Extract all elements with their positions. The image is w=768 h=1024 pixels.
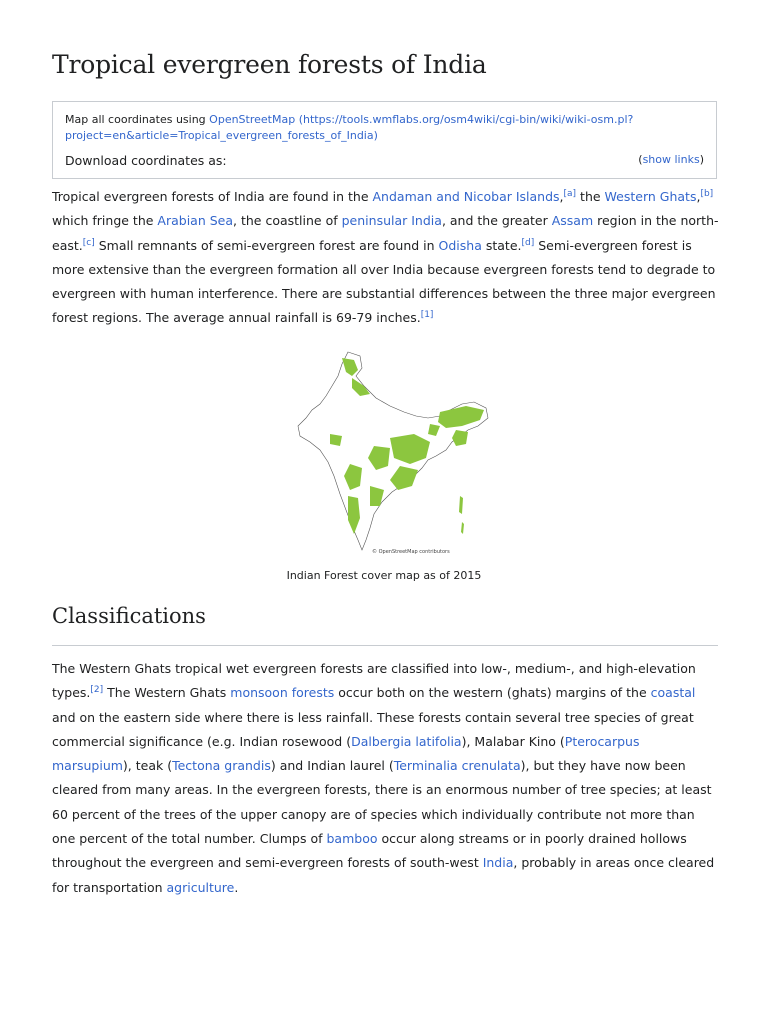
intro-paragraph: Tropical evergreen forests of India are found in the Andaman and Nicobar Islands,[a] the Western Ghats,[b] which fringe the Arabian Sea, the coastline of peninsular India, and the greater Assam region in the north-east.[c] Small remnants of semi-evergreen forest are found in Odisha state.[d] Semi-evergreen forest is more extensive than the evergreen formation all over India because evergreen forests tend to degrade to evergreen with human interference. There are substantial differences between the three major evergreen forest regions. The average annual rainfall is 69-79 inches.[1]	[52, 188, 719, 326]
dalbergia-link[interactable]: Dalbergia latifolia	[351, 733, 462, 749]
india-link[interactable]: India	[482, 855, 514, 871]
note-d-link[interactable]: [d]	[521, 237, 535, 248]
class-text-7: ) and Indian laurel (	[270, 758, 394, 774]
class-text-4: and on the eastern side where there is less rainfall. These forests contain several tree species of great commercial significance (e.g. Indian rosewood (	[52, 709, 694, 749]
classifications-heading: Classifications	[52, 604, 206, 628]
intro-text-5: , and the greater	[441, 213, 552, 229]
figure-caption: Indian Forest cover map as of 2015	[286, 569, 482, 582]
intro-text-8: state.	[481, 237, 522, 253]
class-text-11: .	[234, 879, 239, 895]
intro-text-4: , the coastline of	[233, 213, 342, 229]
intro-text-9: Semi-evergreen forest is more extensive than the evergreen formation all over India because evergreen forests tend to degrade to evergreen with human interference. There are substantial differences between the three major evergreen forest regions. The average annual rainfall is 69-79 inches.	[52, 237, 716, 326]
assam-link[interactable]: Assam	[551, 213, 594, 229]
classifications-paragraph	[52, 657, 720, 900]
class-text-3: occur both on the western (ghats) margins of the	[334, 685, 651, 701]
india-map-image	[290, 346, 494, 559]
note-b-link[interactable]: [b]	[700, 188, 714, 199]
intro-text-1: Tropical evergreen forests of India are found in the	[52, 189, 373, 204]
tectona-link[interactable]: Tectona grandis	[172, 758, 271, 774]
note-a-link[interactable]: [a]	[563, 188, 577, 199]
intro-text-6: region in the north-east.	[52, 213, 719, 253]
class-text-9: occur along streams or in poorly drained hollows throughout the evergreen and semi-evergreen forests of south-west	[52, 831, 687, 871]
bamboo-link[interactable]: bamboo	[326, 831, 378, 847]
western-ghats-link[interactable]: Western Ghats	[604, 189, 697, 204]
class-text-2: The Western Ghats	[103, 685, 231, 701]
show-links-toggle	[638, 152, 704, 168]
show-links-link[interactable]: show links	[642, 153, 700, 166]
openstreetmap-link[interactable]: OpenStreetMap	[209, 113, 296, 126]
intro-text-2: the	[576, 189, 605, 204]
class-text-5: ), Malabar Kino (	[461, 733, 565, 749]
india-forest-map[interactable]	[290, 346, 494, 559]
ref-2-link[interactable]: [2]	[90, 685, 104, 696]
agriculture-link[interactable]: agriculture	[166, 879, 235, 895]
intro-text-3: which fringe the	[52, 213, 158, 229]
map-all-text: Map all coordinates using	[65, 113, 210, 126]
monsoon-forests-link[interactable]: monsoon forests	[230, 685, 335, 701]
note-c-link[interactable]: [c]	[82, 237, 95, 248]
odisha-link[interactable]: Odisha	[438, 237, 482, 253]
andaman-link[interactable]: Andaman and Nicobar Islands	[372, 189, 560, 204]
arabian-sea-link[interactable]: Arabian Sea	[157, 213, 234, 229]
class-text-10: , probably in areas once cleared for transportation	[52, 855, 715, 895]
class-text-8: ), but they have now been cleared from many areas. In the evergreen forests, there is an enormous number of tree species; at least 60 percent of the trees of the upper canopy are of species which individually contribute not more than one percent of the total number. Clumps of	[52, 758, 712, 847]
page-title: Tropical evergreen forests of India	[52, 50, 487, 79]
osm-credit: © OpenStreetMap contributors	[372, 549, 450, 555]
intro-text-7: Small remnants of semi-evergreen forest are found in	[94, 237, 439, 253]
paren-open: (	[638, 153, 643, 166]
heading-divider	[52, 645, 718, 646]
terminalia-link[interactable]: Terminalia crenulata	[393, 758, 521, 774]
ref-1-link[interactable]: [1]	[420, 310, 434, 321]
class-text-1: The Western Ghats tropical wet evergreen forests are classified into low-, medium-, and high-elevation types.	[52, 661, 696, 701]
class-text-6: ), teak (	[122, 758, 173, 774]
paren-close: )	[699, 153, 704, 166]
pterocarpus-link[interactable]: Pterocarpus marsupium	[52, 733, 640, 774]
coastal-link[interactable]: coastal	[650, 685, 696, 701]
coordinates-box	[52, 101, 717, 179]
peninsular-india-link[interactable]: peninsular India	[341, 213, 442, 229]
download-coordinates-label: Download coordinates as:	[65, 153, 227, 168]
osm-url-link[interactable]: (https://tools.wmflabs.org/osm4wiki/cgi-bin/wiki/wiki-osm.pl?project=en&article=Tropical_evergreen_forests_of_India)	[65, 113, 634, 142]
